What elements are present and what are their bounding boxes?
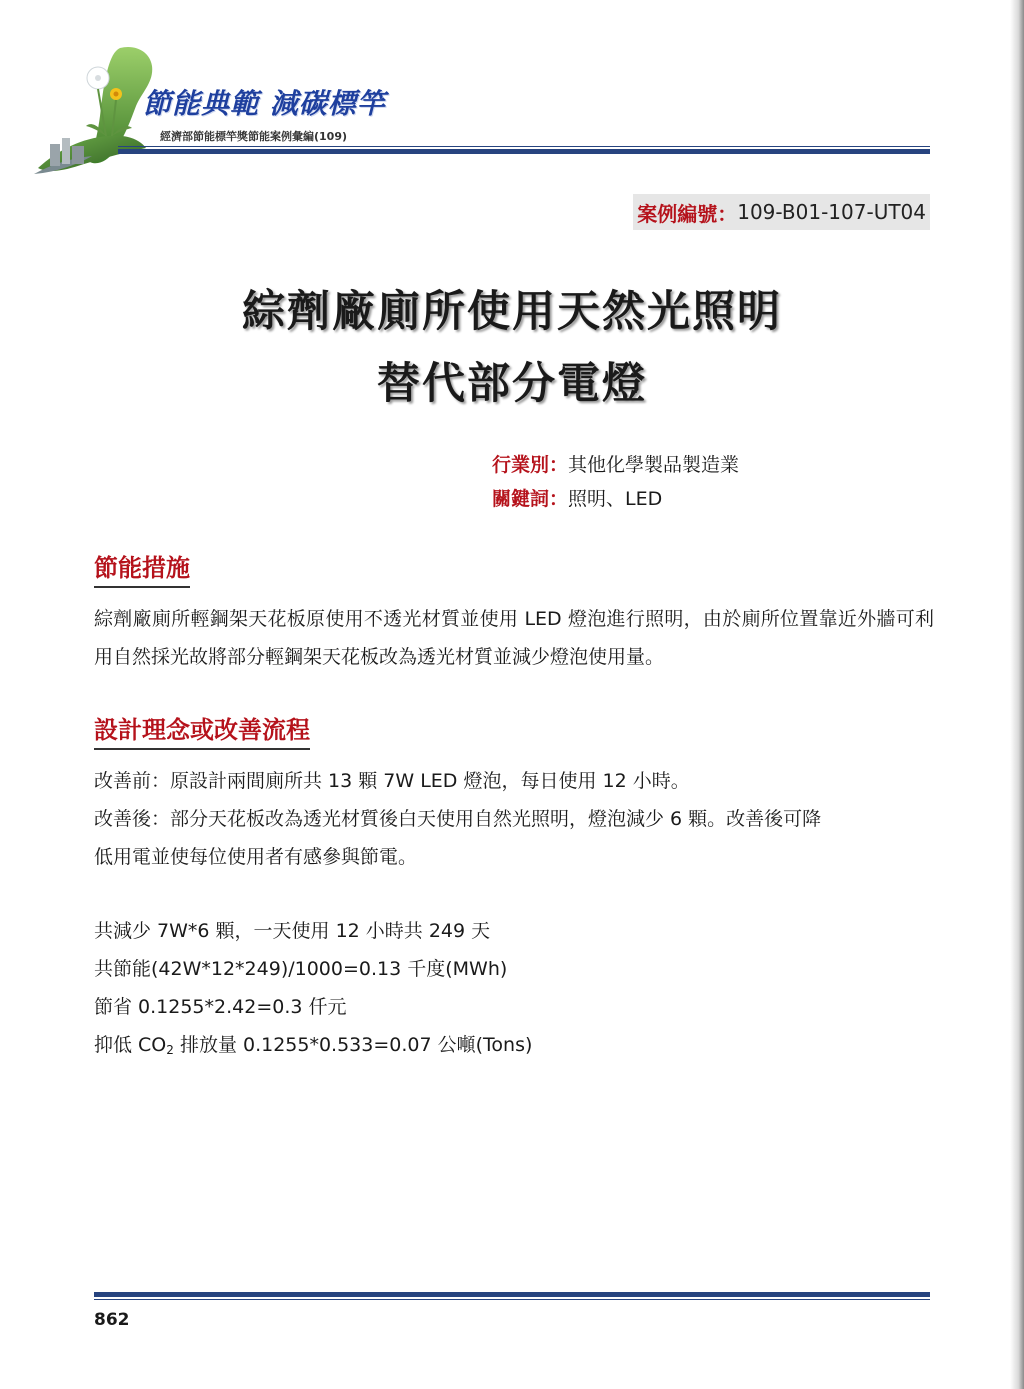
calculation-line-savings: 節省 0.1255*2.42=0.3 仟元 <box>94 996 347 1018</box>
design-paragraph <box>94 762 934 876</box>
keywords-value: 照明、LED <box>568 488 663 510</box>
co2-prefix: 抑低 CO <box>94 1034 167 1056</box>
co2-suffix: 排放量 0.1255*0.533=0.07 公噸(Tons) <box>173 1034 533 1056</box>
industry-value: 其他化學製品製造業 <box>568 454 740 476</box>
industry-row <box>492 450 739 477</box>
calculation-line-co2 <box>94 1026 934 1069</box>
case-number-label: 案例編號： <box>637 201 738 226</box>
calculation-line-energy: 共節能(42W*12*249)/1000=0.13 千度(MWh) <box>94 958 508 980</box>
section-heading-measures: 節能措施 <box>94 548 190 588</box>
document-title-line-1: 綜劑廠廁所使用天然光照明 <box>242 287 782 337</box>
case-number-box <box>633 194 930 230</box>
industry-label: 行業別： <box>492 454 569 476</box>
keywords-label: 關鍵詞： <box>492 488 569 510</box>
header-rule-thick <box>118 149 930 154</box>
keywords-row <box>492 484 662 511</box>
footer-rule-thick <box>94 1292 930 1297</box>
document-title-line-2: 替代部分電燈 <box>377 359 647 409</box>
page-edge-shadow <box>1010 0 1024 1389</box>
co2-subscript: 2 <box>166 1043 174 1057</box>
case-number-value: 109-B01-107-UT04 <box>737 200 926 224</box>
logo-subtitle: 經濟部節能標竿獎節能案例彙編(109) <box>160 130 348 143</box>
after-improvement-line-1: 改善後：部分天花板改為透光材質後白天使用自然光照明，燈泡減少 6 顆。改善後可降 <box>94 808 822 830</box>
section-heading-design: 設計理念或改善流程 <box>94 710 310 750</box>
calculation-line-reduction: 共減少 7W*6 顆，一天使用 12 小時共 249 天 <box>94 920 491 942</box>
page-number: 862 <box>94 1310 130 1330</box>
measures-paragraph: 綜劑廠廁所輕鋼架天花板原使用不透光材質並使用 LED 燈泡進行照明，由於廁所位置靠近外牆可利用自然採光故將部分輕鋼架天花板改為透光材質並減少燈泡使用量。 <box>94 608 934 668</box>
before-improvement-line: 改善前：原設計兩間廁所共 13 顆 7W LED 燈泡，每日使用 12 小時。 <box>94 770 690 792</box>
header-rule <box>118 146 930 147</box>
after-improvement-line-2: 低用電並使每位使用者有感參與節電。 <box>94 846 418 868</box>
calculation-block <box>94 912 934 1069</box>
logo-title: 節能典範 減碳標竿 <box>143 87 386 120</box>
footer-rule <box>94 1299 930 1300</box>
